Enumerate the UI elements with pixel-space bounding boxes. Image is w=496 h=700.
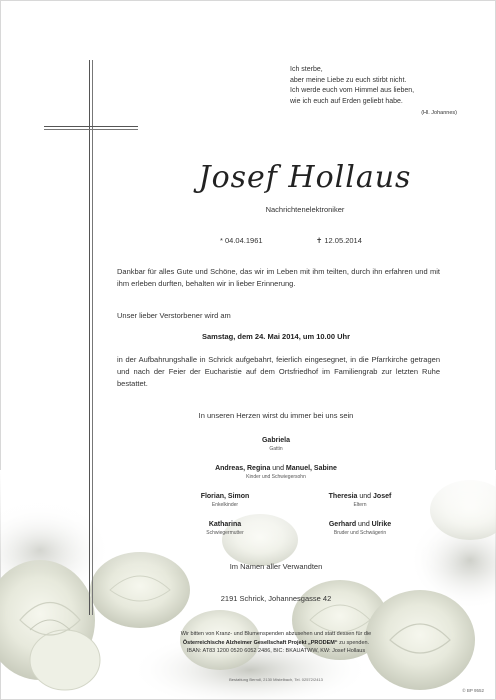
poem-line: aber meine Liebe zu euch stirbt nicht.	[290, 76, 407, 84]
service-details: in der Aufbahrungshalle in Schrick aufgebahrt, feierlich eingesegnet, in die Pfarrkirche getragen und nach der Feier der Eucharistie auf dem Ortsfriedhof im Familiengrab zur letzten Ruhe bestattet.	[117, 355, 440, 388]
mourner-name: Florian, Simon	[200, 493, 250, 500]
cross-vertical-line	[89, 60, 90, 615]
mourner-name: Theresia und Josef	[328, 493, 392, 500]
funeral-home-imprint: Bestattung Berndl, 2130 Mistelbach, Tel. 02572/2413	[229, 677, 323, 682]
mourner-relation: Eltern	[353, 502, 367, 508]
poem-line: Ich sterbe,	[290, 66, 323, 73]
mourner-name: Gerhard und Ulrike	[328, 521, 392, 528]
service-intro: Unser lieber Verstorbener wird am	[117, 311, 231, 320]
poem-line: Ich werde euch vom Himmel aus lieben,	[290, 87, 415, 94]
mourner-andreas	[117, 465, 435, 480]
mourner-gabriela	[117, 437, 435, 452]
deceased-name: Josef Hollaus	[198, 160, 412, 195]
deceased-occupation: Nachrichtenelektroniker	[265, 205, 345, 214]
mourner-gerhard	[290, 521, 430, 536]
cross-vertical-line	[92, 60, 93, 615]
mourner-name: Andreas, Regina und Manuel, Sabine	[215, 465, 337, 472]
mourner-relation: Kinder und Schwiegersohn	[246, 474, 306, 480]
donation-line: Wir bitten von Kranz- und Blumenspenden abzusehen und statt dessen für die	[180, 631, 372, 637]
mourner-relation: Schwiegermutter	[206, 530, 244, 536]
mourner-name: Katharina	[208, 521, 242, 528]
poem-attribution: (Hl. Johannes)	[421, 110, 457, 116]
relatives-text: Im Namen aller Verwandten	[229, 562, 323, 571]
birth-date: * 04.04.1961	[220, 236, 263, 245]
service-date: Samstag, dem 24. Mai 2014, um 10.00 Uhr	[202, 332, 350, 341]
mourner-relation: Enkelkinder	[211, 502, 239, 508]
mourner-relation: Bruder und Schwägerin	[333, 530, 387, 536]
donation-request	[117, 630, 435, 656]
mourner-katharina	[160, 521, 290, 536]
donation-bank-details: IBAN: AT83 1200 0520 6052 2486, BIC: BKAUATWW, KW: Josef Hollaus	[186, 648, 366, 655]
mourner-name: Gabriela	[261, 437, 290, 444]
mourner-theresia	[290, 493, 430, 508]
gratitude-text: Dankbar für alles Gute und Schöne, das wir im Leben mit ihm teilten, durch ihn erfahren und mit ihm erleben durften, behalten wir in lieber Erinnerung.	[117, 267, 440, 288]
hearts-text: In unseren Herzen wirst du immer bei uns sein	[198, 411, 354, 420]
cross-horizontal-line	[44, 126, 138, 127]
death-date: ✝ 12.05.2014	[316, 236, 362, 245]
mourner-florian	[160, 493, 290, 508]
poem	[290, 65, 465, 119]
print-code: © BP 9552	[462, 688, 484, 693]
poem-line: wie ich euch auf Erden geliebt habe.	[290, 97, 403, 105]
cross-horizontal-line	[44, 129, 138, 130]
mourner-relation: Gattin	[269, 446, 283, 452]
address: 2191 Schrick, Johannesgasse 42	[220, 594, 332, 603]
donation-line: Österreichische Alzheimer Gesellschaft Projekt „PRODEM“ zu spenden.	[182, 639, 370, 646]
